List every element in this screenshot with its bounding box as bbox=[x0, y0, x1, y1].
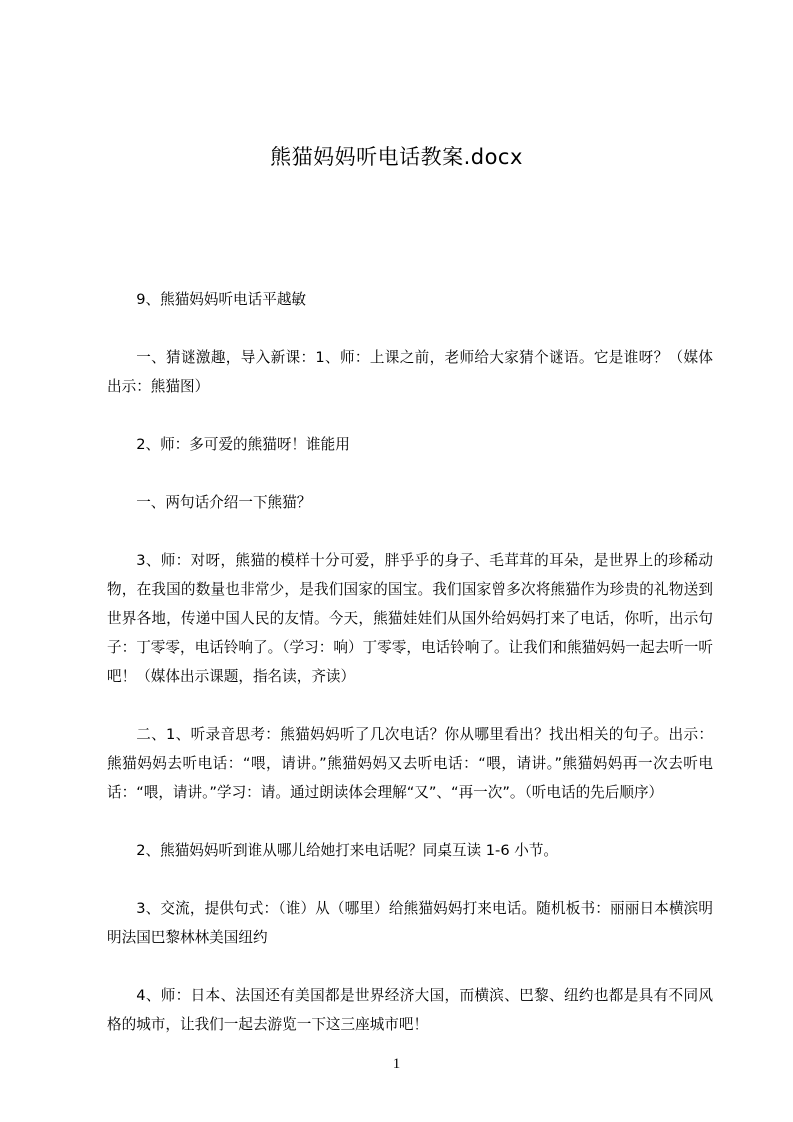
paragraph-who-called: 2、熊猫妈妈听到谁从哪儿给她打来电话呢？同桌互读 1-6 小节。 bbox=[136, 842, 559, 859]
page-number: 1 bbox=[392, 1056, 401, 1072]
paragraph-lesson-heading: 9、熊猫妈妈听电话平越敏 bbox=[136, 291, 307, 308]
paragraph-listening-task: 二、1、听录音思考：熊猫妈妈听了几次电话？你从哪里看出？找出相关的句子。出示：熊猫妈妈去听电话：“喂，请讲。”熊猫妈妈又去听电话：“喂，请讲。”熊猫妈妈再一次去听电话：“喂，请讲。”学习：请。通过朗读体会理解“又”、“再一次”。（听电话的先后顺序） bbox=[107, 726, 713, 801]
paragraph-sentence-pattern: 3、交流，提供句式：（谁）从（哪里）给熊猫妈妈打来电话。随机板书：丽丽日本横滨明明法国巴黎林林美国纽约 bbox=[107, 900, 713, 946]
paragraph-riddle-intro: 一、猜谜激趣，导入新课：1、师：上课之前，老师给大家猜个谜语。它是谁呀？（媒体出示：熊猫图） bbox=[107, 349, 713, 395]
paragraph-cute-panda: 2、师：多可爱的熊猫呀！谁能用 bbox=[136, 436, 350, 453]
paragraph-introduce-panda: 一、两句话介绍一下熊猫？ bbox=[136, 494, 312, 511]
paragraph-panda-description: 3、师：对呀，熊猫的模样十分可爱，胖乎乎的身子、毛茸茸的耳朵，是世界上的珍稀动物，在我国的数量也非常少，是我们国家的国宝。我们国家曾多次将熊猫作为珍贵的礼物送到世界各地，传递中国人民的友情。今天，熊猫娃娃们从国外给妈妈打来了电话，你听，出示句子：丁零零，电话铃响了。（学习：响）丁零零，电话铃响了。让我们和熊猫妈妈一起去听一听吧！（媒体出示课题，指名读，齐读） bbox=[107, 552, 713, 685]
paragraph-world-cities: 4、师：日本、法国还有美国都是世界经济大国，而横滨、巴黎、纽约也都是具有不同风格的城市，让我们一起去游览一下这三座城市吧！ bbox=[107, 987, 713, 1033]
document-body bbox=[107, 285, 713, 1068]
document-title: 熊猫妈妈听电话教案.docx bbox=[270, 145, 523, 169]
